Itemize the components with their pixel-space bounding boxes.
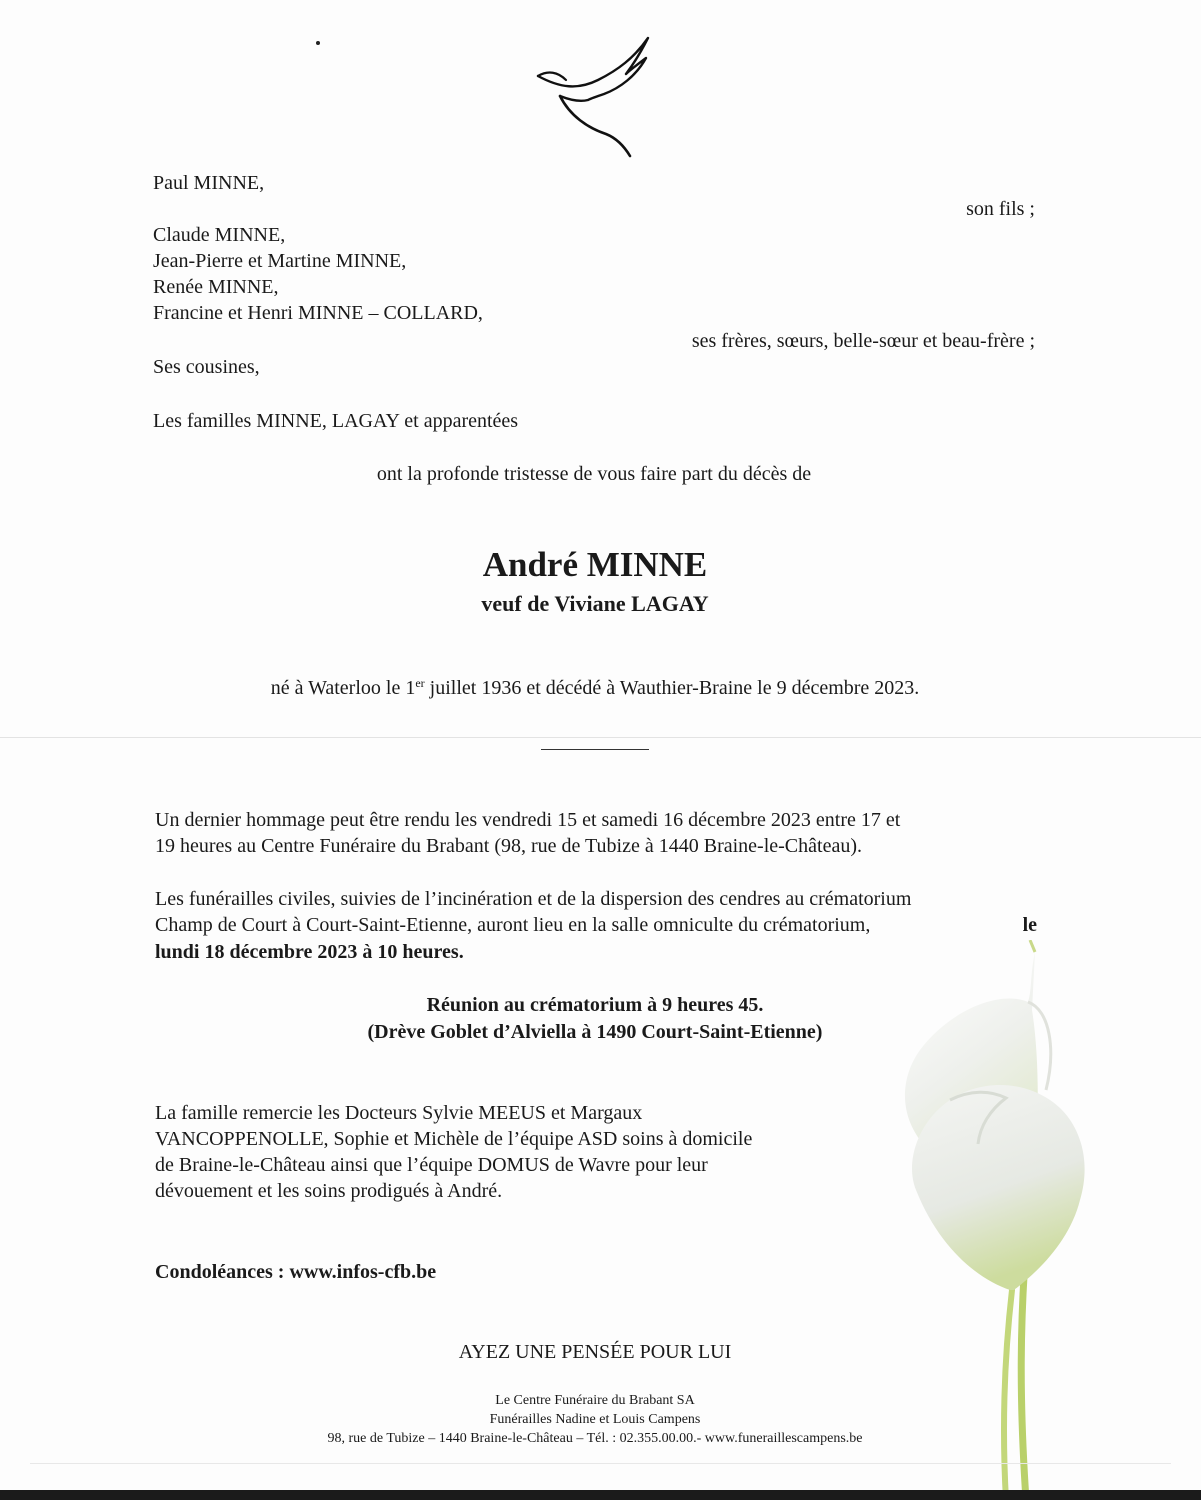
deceased-name: André MINNE	[482, 545, 708, 584]
sibling-line: Claude MINNE,	[153, 224, 286, 246]
thanks-line: La famille remercie les Docteurs Sylvie MEEUS et Margaux	[155, 1102, 643, 1124]
scan-edge	[0, 1490, 1201, 1500]
son-relation: son fils ;	[966, 198, 1035, 220]
condolences-link[interactable]: Condoléances : www.infos-cfb.be	[155, 1261, 437, 1283]
closing-phrase: AYEZ UNE PENSÉE POUR LUI	[458, 1341, 732, 1363]
sibling-line: Francine et Henri MINNE – COLLARD,	[153, 302, 483, 324]
funeral-line: Champ de Court à Court-Saint-Etienne, auront lieu en la salle omniculte du crématorium, le	[155, 914, 1037, 936]
funeral-date: lundi 18 décembre 2023 à 10 heures.	[155, 941, 464, 963]
tribute-line: Un dernier hommage peut être rendu les vendredi 15 et samedi 16 décembre 2023 entre 17 et	[155, 809, 901, 831]
siblings-relation: ses frères, sœurs, belle-sœur et beau-frère ;	[691, 330, 1035, 352]
cousins-line: Ses cousines,	[153, 356, 260, 378]
bottom-rule	[30, 1463, 1171, 1464]
son-name: Paul MINNE,	[153, 172, 265, 194]
thanks-line: VANCOPPENOLLE, Sophie et Michèle de l’équipe ASD soins à domicile	[155, 1128, 753, 1150]
sibling-line: Jean-Pierre et Martine MINNE,	[153, 250, 407, 272]
funeral-line: Les funérailles civiles, suivies de l’incinération et de la dispersion des cendres au crématorium	[155, 888, 912, 910]
footer-names: Funérailles Nadine et Louis Campens	[489, 1412, 701, 1427]
dove-icon	[530, 30, 660, 160]
sibling-line: Renée MINNE,	[153, 276, 279, 298]
thanks-line: dévouement et les soins prodigués à André.	[155, 1180, 503, 1202]
thanks-line: de Braine-le-Château ainsi que l’équipe DOMUS de Wavre pour leur	[155, 1154, 708, 1176]
spouse-line: veuf de Viviane LAGAY	[481, 591, 709, 616]
footer-company: Le Centre Funéraire du Brabant SA	[495, 1393, 695, 1408]
tribute-line: 19 heures au Centre Funéraire du Brabant (98, rue de Tubize à 1440 Braine-le-Château).	[155, 835, 862, 857]
families-line: Les familles MINNE, LAGAY et apparentées	[153, 410, 519, 432]
card-fold	[0, 737, 1201, 738]
separator-line	[541, 749, 649, 750]
birth-death-line: né à Waterloo le 1er juillet 1936 et décédé à Wauthier-Braine le 9 décembre 2023.	[270, 676, 920, 699]
meeting-address: (Drève Goblet d’Alviella à 1490 Court-Saint-Etienne)	[367, 1021, 823, 1043]
ink-dot	[316, 41, 320, 45]
announcement-line: ont la profonde tristesse de vous faire part du décès de	[376, 463, 812, 485]
footer-contact: 98, rue de Tubize – 1440 Braine-le-Château – Tél. : 02.355.00.00.- www.funeraillescampens.be	[327, 1431, 863, 1446]
meeting-time: Réunion au crématorium à 9 heures 45.	[426, 994, 764, 1016]
